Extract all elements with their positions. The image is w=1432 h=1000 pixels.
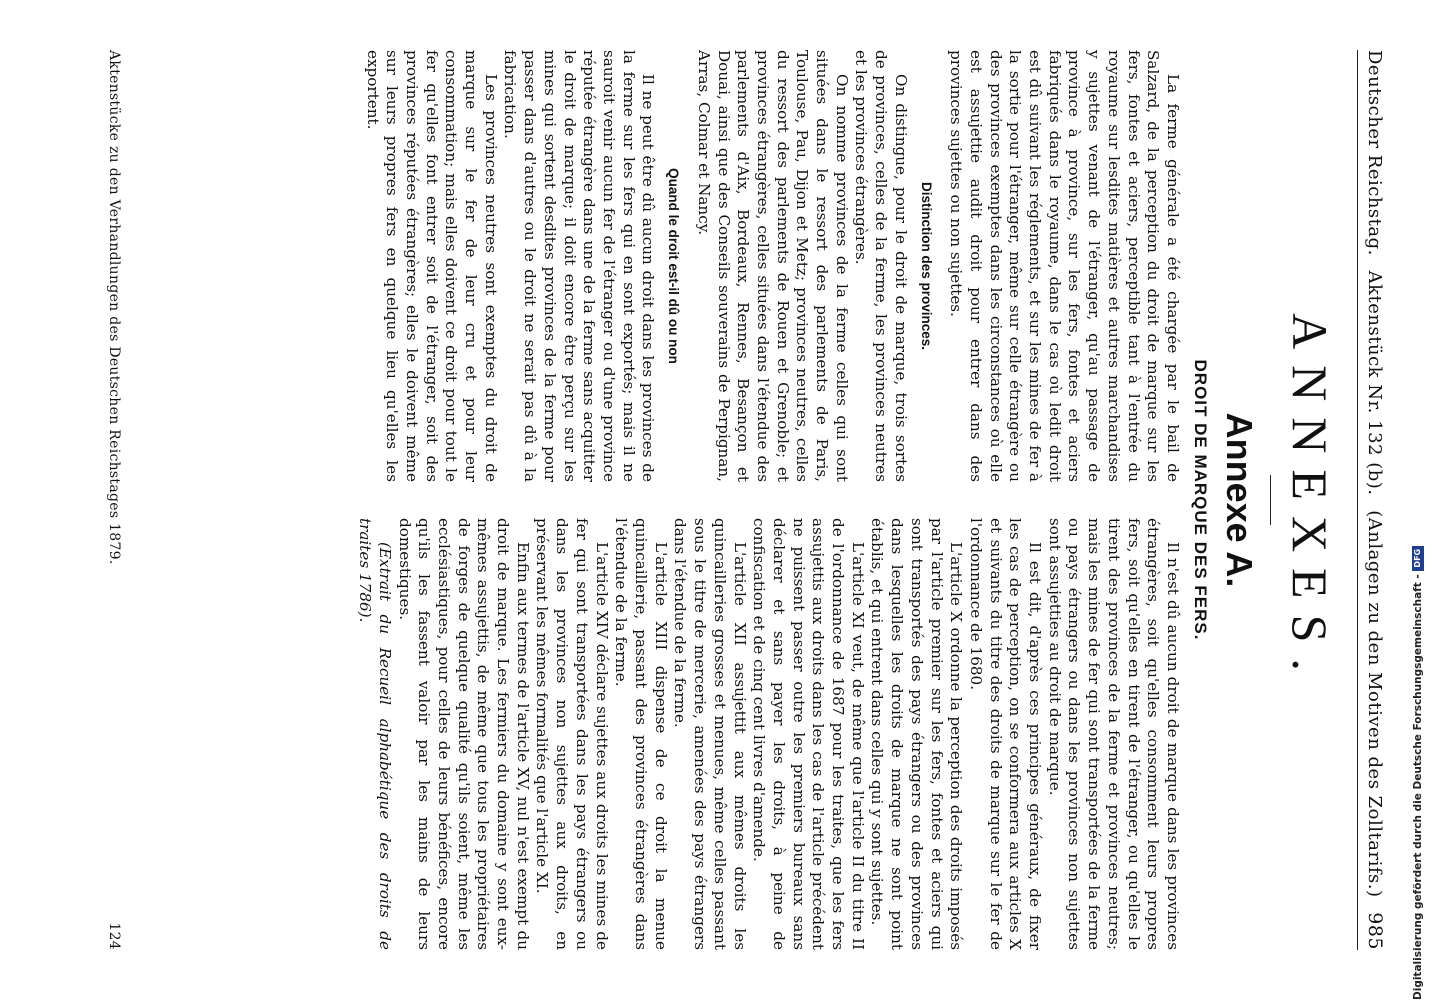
- header-right: (Anlagen zu den Motiven des Zolltarifs.): [1364, 510, 1385, 898]
- title-divider: [1270, 475, 1271, 525]
- header-left: Deutscher Reichstag.: [1364, 50, 1385, 256]
- due-paragraph-2: Les provinces neutres sont exemptes du droit de marque sur le fer de leur cru et pour leur consommation; mais elles doivent ce droit pour tout le fer qu'elles font entrer soit de l'étranger, soit des provinces réputées étrangères; elles le doivent même sur leurs propres fers en quelque lieu qu'elles les exportent.: [363, 50, 500, 482]
- provinces-paragraph-1: On distingue, pour le droit de marque, trois sortes de provinces, celles de la ferme, les provinces neutres et les provinces étrangères.: [852, 50, 910, 482]
- title-block: [1190, 50, 1339, 950]
- annexe-a-title: Annexe A.: [1219, 412, 1260, 588]
- right-paragraph-1: Il n'est dû aucun droit de marque dans les provinces étrangères, soit qu'elles consomment leurs propres fers, soit qu'elles en tirent de l'étranger, ou qu'elles le tirent des provinces de la ferme et provinces neutres; mais les mines de fer qui sont transportées de la ferme ou pays étrangers ou dans les provinces non sujettes sont assujetties au droit de marque.: [1045, 518, 1182, 950]
- page-number: 985: [1364, 912, 1386, 950]
- header-center: Aktenstück Nr. 132 (b).: [1364, 270, 1385, 496]
- footer-reference: Aktenstücke zu den Verhandlungen des Deutschen Reichstages 1879.: [106, 50, 122, 565]
- digitisation-credit: [1408, 548, 1428, 1000]
- right-paragraph-6: L'article XIII dispense de ce droit la menue quincaillerie, passant des provinces étrangères dans l'étendue de la ferme.: [612, 518, 670, 950]
- page-header: [1357, 50, 1386, 950]
- page-footer: [106, 50, 122, 950]
- section-subtitle: DROIT DE MARQUE DES FERS.: [1191, 359, 1210, 641]
- right-paragraph-2: Il est dit, d'après ces principes généraux, de fixer les cas de perception, on se conformera aux articles X et suivants du titre des droits de marque sur le fer de l'ordonnance de 1680.: [966, 518, 1045, 950]
- intro-paragraph: La ferme générale a été chargée par le bail de Salzard, de la perception du droit de marque sur les fers, fontes et aciers, perceptible tant à l'entrée du royaume sur lesdites matières et autres marchandises y sujettes venant de l'étranger, qu'au passage de province à province, sur les fers, fontes et aciers fabriqués dans le royaume, dans le cas où ledit droit est dû suivant les réglements, et sur les mines de fer à la sortie pour l'étranger, même sur celle étrangère ou des provinces exemptes dans les circonstances où elle est assujettie audit droit pour entrer dans des provinces sujettes ou non sujettes.: [947, 50, 1182, 482]
- provinces-paragraph-2: On nomme provinces de la ferme celles qui sont situées dans le ressort des parlements de Paris, Toulouse, Pau, Dijon et Metz; provinces neutres, celles du ressort des parlements de Rouen et Grenoble; et provinces étrangères, celles situées dans l'étendue des parlements d'Aix, Bordeaux, Rennes, Besançon et Douai, ainsi que des Conseils souverains de Perpignan, Arras, Colmar et Nancy.: [694, 50, 851, 482]
- right-paragraph-8: Enfin aux termes de l'article XV, nul n'est exempt du droit de marque. Les fermiers du domaine y sont eux-mêmes assujettis, de même que tous les propriétaires de forges de quelque qualité qu'ils soient, même les ecclésiastiques, pour celles de leurs bénéfices, encore qu'ils les fassent valoir par les mains de leurs domestiques.: [395, 518, 532, 950]
- right-paragraph-4: L'article XI veut, de même que l'article II du titre II de l'ordonnance de 1687 pour les traites, que les fers assujettis aux droits dans les cas de l'article précédent ne puissent passer outre les premiers bureaux sans déclarer et sans payer les droits, à peine de confiscation et de cinq cent livres d'amende.: [750, 518, 867, 950]
- right-paragraph-5: L'article XII assujettit aux mêmes droits les quincailleries grosses et menues, même celles passant sous le titre de mercerie, amenées des pays étrangers dans l'étendue de la ferme.: [671, 518, 749, 950]
- heading-when-due: Quand le droit est-il dû ou non: [666, 168, 682, 364]
- dfg-logo: DFG: [1412, 546, 1424, 571]
- right-column: [354, 518, 1182, 950]
- left-column: [354, 50, 1182, 482]
- right-paragraph-7: L'article XIV déclare sujettes aux droits les mines de fer qui sont transportées dans les pays étrangers ou dans les provinces non sujettes aux droits, en préservant les mêmes formalités que l'article XI.: [533, 518, 611, 950]
- credit-text: Digitalisierung gefördert durch die Deutsche Forschungsgemeinschaft -: [1412, 574, 1424, 1000]
- footer-column-number: 124: [106, 922, 122, 950]
- annexes-title: ANNEXES.: [1282, 313, 1338, 687]
- source-citation: (Extrait du Recueil alphabétique des droits de traites 1786).: [356, 518, 394, 950]
- due-paragraph-1: Il ne peut être dû aucun droit dans les provinces de la ferme sur les fers qui en sont exportés; mais il ne sauroit venir aucun fer de l'étranger ou d'une province réputée étrangère dans une de la ferme sans acquitter le droit de marque; il doit encore être perçu sur les mines qui sortent desdites provinces de la ferme pour passer dans d'autres ou le droit ne serait pas dû à la fabrication.: [501, 50, 658, 482]
- right-paragraph-3: L'article X ordonne la perception des droits imposés par l'article premier sur les fers, fontes et aciers qui sont transportés des pays étrangers ou des provinces dans lesquelles les droits de marque ne sont point établis, et qui entrent dans celles qui y sont sujettes.: [868, 518, 966, 950]
- heading-provinces: Distinction des provinces.: [918, 181, 934, 351]
- two-column-body: [354, 50, 1182, 950]
